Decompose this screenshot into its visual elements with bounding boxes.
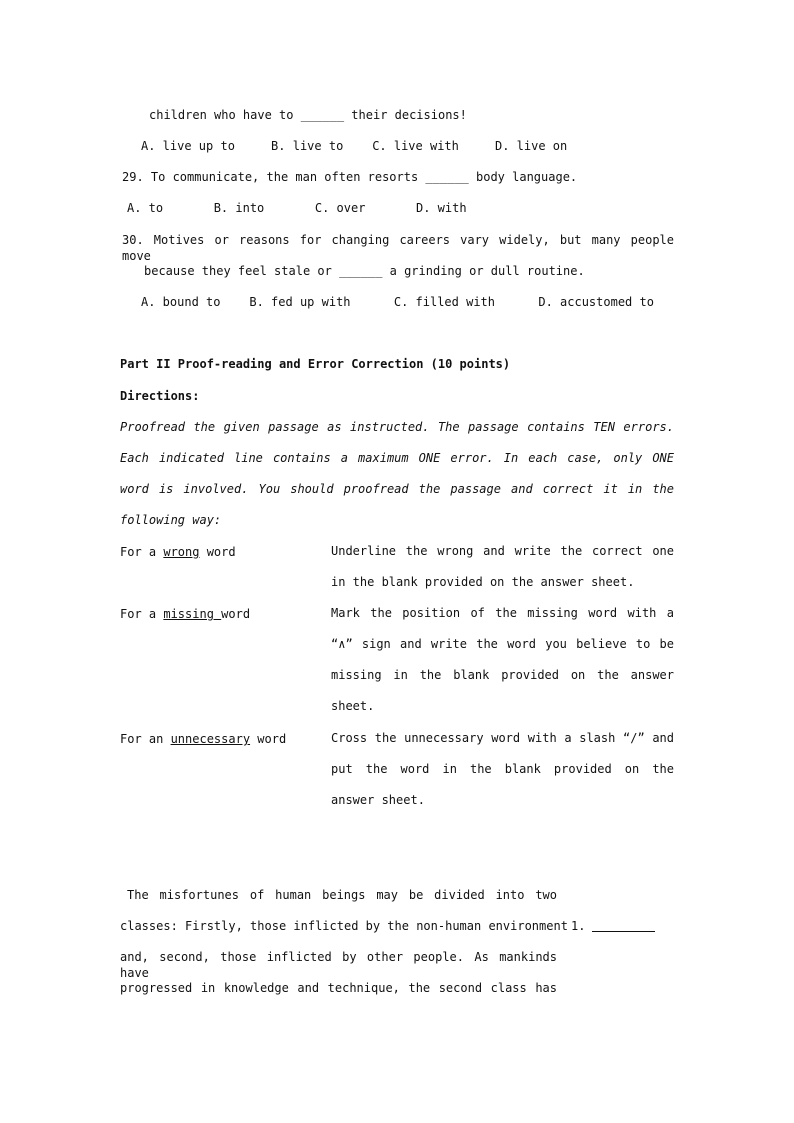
q30-stem-line1: 30. Motives or reasons for changing careers vary widely, but many people move (122, 233, 674, 263)
rule-wrong-label (120, 544, 236, 560)
rule-keyword-wrong: wrong (163, 545, 200, 559)
rule-missing-label (120, 606, 250, 622)
q29-stem: 29. To communicate, the man often resorts ______ body language. (122, 170, 578, 184)
directions-label: Directions: (120, 389, 200, 403)
rule-wrong-description: Underline the wrong and write the correct one in the blank provided on the answer sheet. (331, 544, 674, 589)
rule-missing-description: Mark the position of the missing word with a “∧” sign and write the word you believe to be missing in the blank provided on the answer sheet. (331, 606, 674, 713)
passage-line-4: progressed in knowledge and technique, the second class has (120, 981, 557, 995)
rule-unnecessary-description: Cross the unnecessary word with a slash “/” and put the word in the blank provided on the answer sheet. (331, 731, 674, 807)
rule-keyword-unnecessary: unnecessary (170, 732, 251, 746)
rule-suffix: word (221, 607, 251, 621)
q28-stem-tail: children who have to ______ their decisions! (149, 108, 467, 122)
part2-title: Part II Proof-reading and Error Correction (10 points) (120, 357, 511, 371)
rule-suffix: word (199, 545, 236, 559)
q28-options: A. live up to B. live to C. live with D. live on (141, 139, 568, 153)
q29-options: A. to B. into C. over D. with (127, 201, 467, 215)
passage-line-3: and, second, those inflicted by other people. As mankinds have (120, 950, 557, 980)
passage-line-2: classes: Firstly, those inflicted by the non-human environment (120, 919, 568, 933)
rule-suffix: word (250, 732, 287, 746)
q30-stem-line2: because they feel stale or ______ a grinding or dull routine. (144, 264, 585, 278)
answer-blank-1[interactable] (592, 931, 655, 932)
rule-prefix: For a (120, 545, 164, 559)
rule-unnecessary-label (120, 731, 286, 747)
rule-prefix: For a (120, 607, 164, 621)
rule-keyword-missing: missing (163, 607, 222, 621)
answer-number-1: 1. (571, 919, 586, 933)
directions-text: Proofread the given passage as instructed. The passage contains TEN errors. Each indicated line contains a maximum ONE error. In each case, only ONE word is involved. You should proofread the passage and correct it in the following way: (120, 420, 674, 527)
passage-line-1: The misfortunes of human beings may be divided into two (127, 888, 557, 902)
rule-prefix: For an (120, 732, 171, 746)
q30-options: A. bound to B. fed up with C. filled with D. accustomed to (141, 295, 654, 309)
